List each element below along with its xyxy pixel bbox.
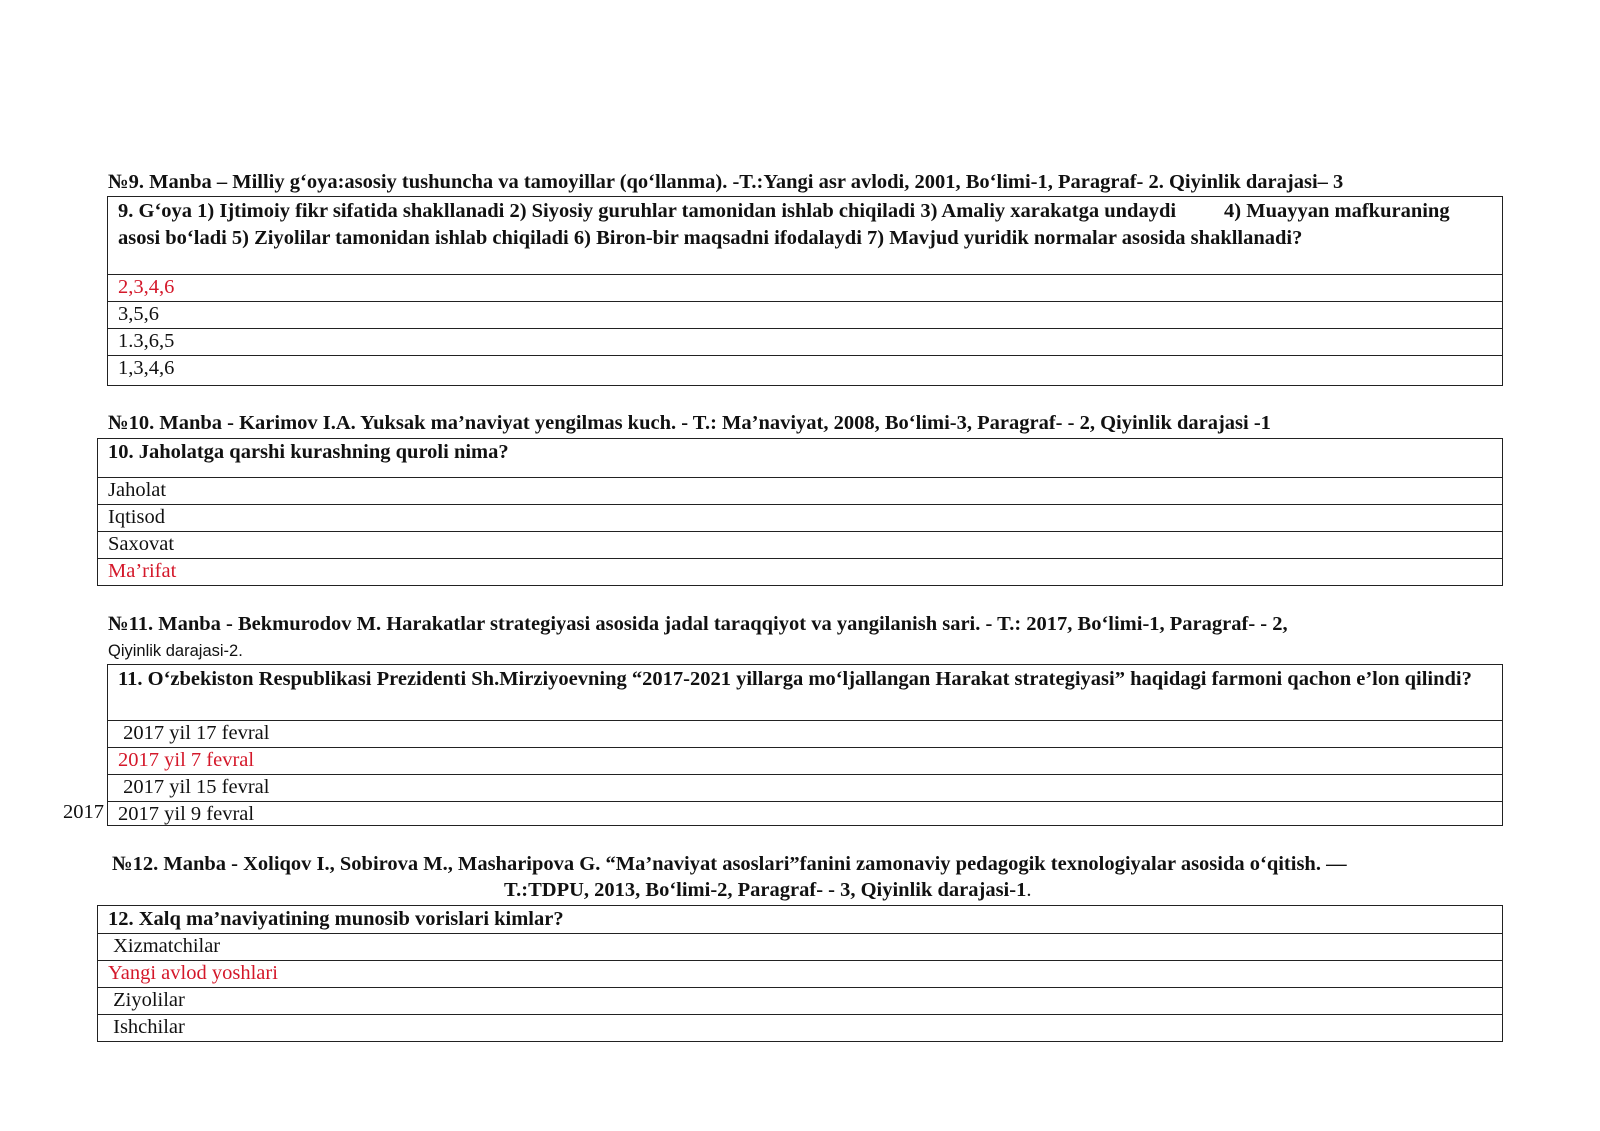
q9-answer-correct[interactable]: 2,3,4,6 [108,274,1502,301]
margin-note: 2017 [63,801,104,823]
q12-question: 12. Xalq ma’naviyatining munosib vorislari kimlar? [108,908,564,930]
q9-answer[interactable]: 1.3,6,5 [108,328,1502,355]
q10-table [97,438,1503,586]
q11-source: №11. Manba - Bekmurodov M. Harakatlar strategiyasi asosida jadal taraqqiyot va yangilanish sari. - T.: 2017, Bo‘limi-1, Paragraf- - 2, [108,613,1288,635]
q9-table [107,196,1503,386]
q9-question [108,197,1502,274]
q12-source-line1: №12. Manba - Xoliqov I., Sobirova M., Masharipova G. “Ma’naviyat asoslari”fanini zamonaviy pedagogik texnologiyalar asosida o‘qitish. — [112,853,1347,875]
q10-answer-correct[interactable]: Ma’rifat [98,558,1502,585]
q12-source-line2-text: T.:TDPU, 2013, Bo‘limi-2, Paragraf- - 3, Qiyinlik darajasi-1 [504,879,1027,901]
q12-answer[interactable]: Ziyolilar [98,987,1502,1014]
q12-answer[interactable]: Ishchilar [98,1014,1502,1041]
q10-answer[interactable]: Jaholat [98,477,1502,504]
q11-table [107,664,1503,826]
q11-answer[interactable]: 2017 yil 9 fevral [108,801,1502,828]
q10-question: 10. Jaholatga qarshi kurashning quroli nima? [108,441,509,463]
q12-table [97,905,1503,1042]
q12-answer[interactable]: Xizmatchilar [98,933,1502,960]
q9-question-part1: 9. G‘oya 1) Ijtimoiy fikr sifatida shakllanadi 2) Siyosiy guruhlar tamonidan ishlab chiqiladi 3) Amaliy xarakatga undaydi [118,200,1177,222]
q9-source: №9. Manba – Milliy g‘oya:asosiy tushuncha va tamoyillar (qo‘llanma). -T.:Yangi asr avlodi, 2001, Bo‘limi-1, Paragraf- 2. Qiyinlik darajasi– 3 [108,171,1344,193]
q12-answer-correct[interactable]: Yangi avlod yoshlari [98,960,1502,987]
q11-source-line2: Qiyinlik darajasi-2. [108,642,243,660]
q10-source: №10. Manba - Karimov I.A. Yuksak ma’naviyat yengilmas kuch. - T.: Ma’naviyat, 2008, Bo‘limi-3, Paragraf- - 2, Qiyinlik darajasi -1 [108,412,1271,434]
q12-source-line2 [504,878,1031,903]
q9-answer[interactable]: 3,5,6 [108,301,1502,328]
q10-answer[interactable]: Saxovat [98,531,1502,558]
q9-answer[interactable]: 1,3,4,6 [108,355,1502,382]
q9-question-part2: 4) Muayyan mafkuraning asosi bo‘ladi 5) Ziyolilar tamonidan ishlab chiqiladi 6) Biron-bir maqsadni ifodalaydi 7) Mavjud yuridik normalar asosida shakllanadi? [118,200,1450,249]
q12-source-line2-tail: . [1026,879,1032,901]
q11-answer[interactable]: 2017 yil 15 fevral [108,774,1502,801]
q10-answer[interactable]: Iqtisod [98,504,1502,531]
q11-answer[interactable]: 2017 yil 17 fevral [108,720,1502,747]
q11-question: 11. O‘zbekiston Respublikasi Prezidenti Sh.Mirziyoevning “2017-2021 yillarga mo‘ljallangan Harakat strategiyasi” haqidagi farmoni qachon e’lon qilindi? [118,668,1472,690]
q11-answer-correct[interactable]: 2017 yil 7 fevral [108,747,1502,774]
